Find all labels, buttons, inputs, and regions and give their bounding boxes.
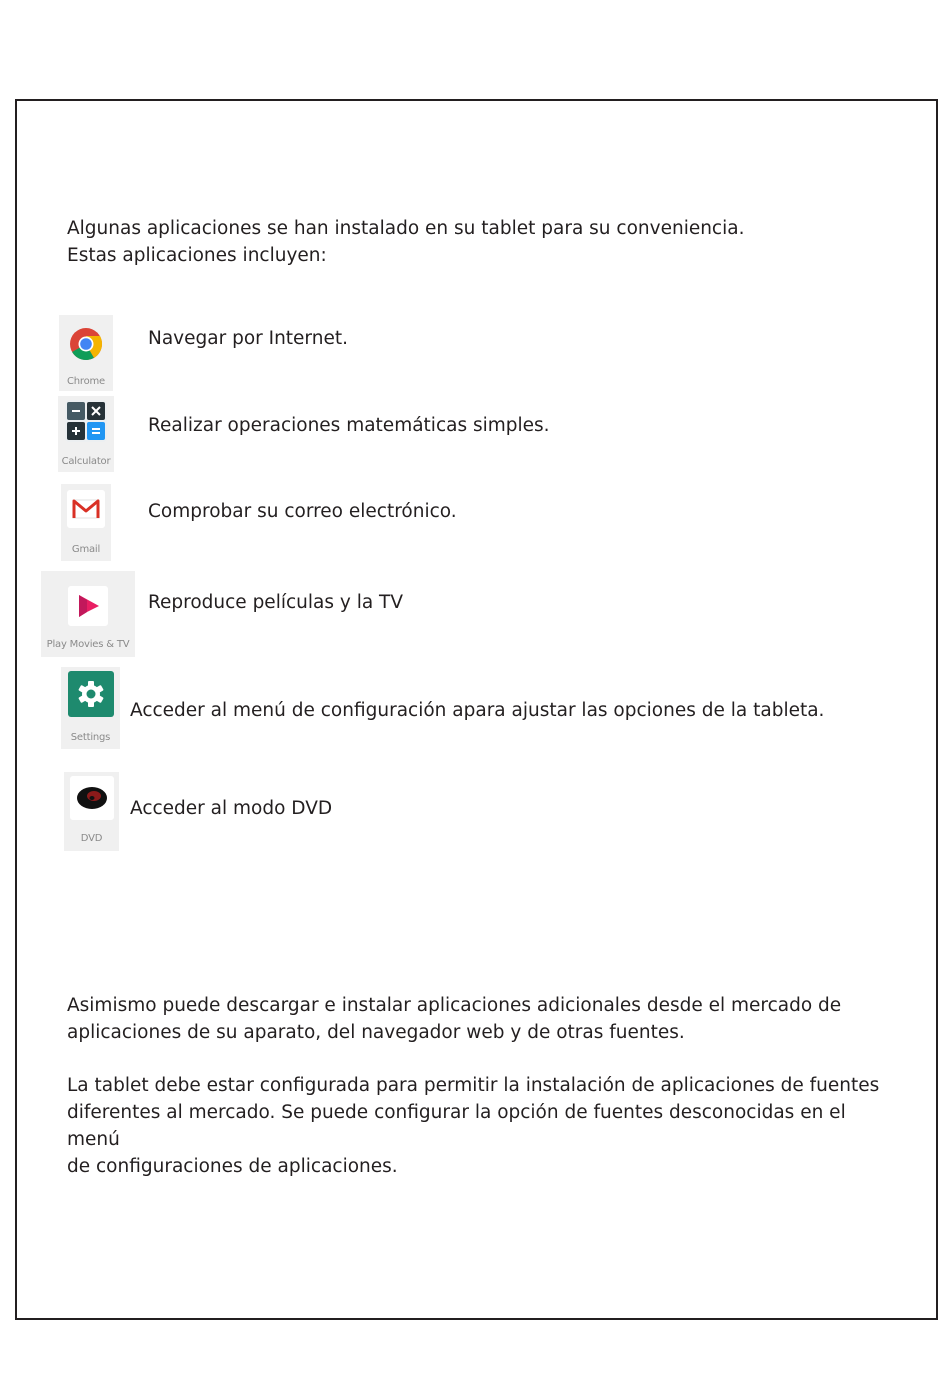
dvd-caption: DVD bbox=[80, 833, 103, 844]
gmail-caption: Gmail bbox=[71, 544, 101, 555]
download-line-2: aplicaciones de su aparato, del navegador web y de otras fuentes. bbox=[67, 1022, 685, 1043]
download-line-1: Asimismo puede descargar e instalar aplicaciones adicionales desde el mercado de bbox=[67, 995, 842, 1016]
dvd-icon bbox=[70, 776, 114, 820]
calculator-app-tile[interactable] bbox=[58, 396, 114, 472]
unknown-sources-line-1: La tablet debe estar configurada para permitir la instalación de aplicaciones de fuentes bbox=[67, 1075, 880, 1096]
dvd-app-tile[interactable] bbox=[64, 772, 119, 851]
gmail-app-tile[interactable] bbox=[61, 484, 111, 561]
play-movies-description: Reproduce películas y la TV bbox=[148, 592, 404, 613]
gmail-icon bbox=[67, 490, 105, 528]
settings-caption: Settings bbox=[70, 732, 111, 743]
chrome-caption: Chrome bbox=[66, 376, 106, 387]
settings-description: Acceder al menú de configuración apara ajustar las opciones de la tableta. bbox=[130, 700, 825, 721]
settings-icon bbox=[68, 671, 114, 717]
chrome-description: Navegar por Internet. bbox=[148, 328, 348, 349]
chrome-app-tile[interactable] bbox=[59, 315, 113, 391]
intro-line-2: Estas aplicaciones incluyen: bbox=[67, 245, 327, 266]
play-movies-app-tile[interactable] bbox=[41, 571, 135, 657]
download-paragraph bbox=[67, 992, 897, 1046]
intro-text bbox=[67, 215, 744, 269]
dvd-description: Acceder al modo DVD bbox=[130, 798, 333, 819]
gmail-description: Comprobar su correo electrónico. bbox=[148, 501, 457, 522]
unknown-sources-paragraph bbox=[67, 1072, 897, 1180]
play-movies-caption: Play Movies & TV bbox=[46, 639, 130, 650]
calculator-caption: Calculator bbox=[61, 456, 111, 467]
play-movies-icon bbox=[68, 586, 108, 626]
intro-line-1: Algunas aplicaciones se han instalado en su tablet para su conveniencia. bbox=[67, 218, 745, 239]
settings-app-tile[interactable] bbox=[61, 667, 120, 749]
unknown-sources-line-2: diferentes al mercado. Se puede configurar la opción de fuentes desconocidas en el menú bbox=[67, 1102, 846, 1150]
calculator-icon bbox=[65, 400, 107, 442]
calculator-description: Realizar operaciones matemáticas simples. bbox=[148, 415, 550, 436]
unknown-sources-line-3: de configuraciones de aplicaciones. bbox=[67, 1156, 398, 1177]
chrome-icon bbox=[69, 327, 103, 361]
